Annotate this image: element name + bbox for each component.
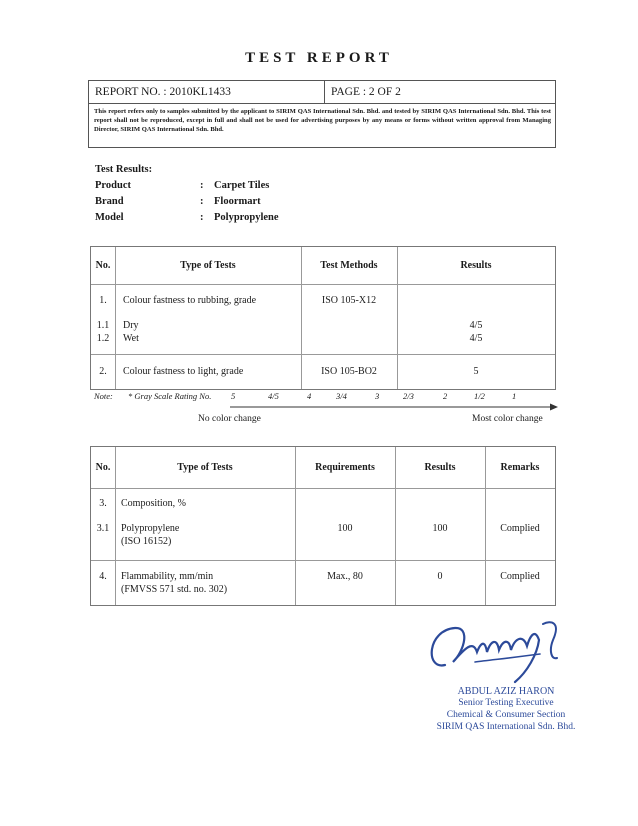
table-row-type: Dry xyxy=(123,320,139,331)
signatory-org: SIRIM QAS International Sdn. Bhd. xyxy=(436,722,576,732)
report-disclaimer: This report refers only to samples submitted by the applicant to SIRIM QAS International Sdn. Bhd. and tested by SIRIM QAS International Sdn. Bhd. This test report shall not be reproduced, except in full and shall not be used for advertising purposes by any means or forms without written approval from Managing Director, SIRIM QAS International Sdn. Bhd. xyxy=(94,108,551,133)
t2-row-divider xyxy=(91,488,555,489)
most-change-caption: Most color change xyxy=(472,414,543,424)
report-header-row xyxy=(89,81,555,104)
table-row-no: 1.1 xyxy=(96,320,110,331)
table-row-no: 4. xyxy=(99,571,107,582)
grade-1: 1 xyxy=(512,391,517,401)
table-row-type: Flammability, mm/min xyxy=(121,571,214,582)
signatory-name: ABDUL AZIZ HARON xyxy=(457,686,555,697)
page-number: PAGE : 2 OF 2 xyxy=(331,86,401,98)
report-title: TEST REPORT xyxy=(245,50,393,66)
grade-4: 4 xyxy=(307,391,312,401)
table-row-result: 4/5 xyxy=(469,320,483,331)
table-row-result: 100 xyxy=(432,523,448,534)
gray-scale-label: * Gray Scale Rating No. xyxy=(128,391,212,401)
table-row-no: 1. xyxy=(99,295,107,306)
table-row-no: 3. xyxy=(99,498,107,509)
t2-header-no: No. xyxy=(95,462,111,473)
t2-header-requirements: Requirements xyxy=(315,462,375,473)
grade-1-2: 1/2 xyxy=(474,391,485,401)
report-number: REPORT NO. : 2010KL1433 xyxy=(95,86,231,98)
model-value: Polypropylene xyxy=(214,212,279,223)
t2-header-type: Type of Tests xyxy=(177,462,233,473)
table-row-method: ISO 105-BO2 xyxy=(321,366,377,377)
grade-3: 3 xyxy=(375,391,380,401)
table-row-no: 1.2 xyxy=(96,333,110,344)
t1-header-method: Test Methods xyxy=(320,260,378,271)
table-row-requirement: 100 xyxy=(337,523,353,534)
table-row-remark: Complied xyxy=(500,571,540,582)
brand-label: Brand xyxy=(95,196,124,207)
t1-header-results: Results xyxy=(460,260,492,271)
t1-row-divider xyxy=(91,284,555,285)
table-row-remark: Complied xyxy=(500,523,540,534)
report-header-box xyxy=(88,80,556,148)
product-value: Carpet Tiles xyxy=(214,180,270,191)
table-row-type: Composition, % xyxy=(121,498,187,509)
brand-colon: : xyxy=(200,196,204,207)
table-row-method: ISO 105-X12 xyxy=(321,295,377,306)
composition-flammability-table xyxy=(90,446,556,606)
t1-row-divider xyxy=(91,354,555,355)
colour-fastness-table xyxy=(90,246,556,390)
grade-5: 5 xyxy=(231,391,236,401)
scale-arrow-icon xyxy=(228,402,560,412)
grade-3-4: 3/4 xyxy=(336,391,347,401)
table-row-result: 0 xyxy=(437,571,443,582)
brand-value: Floormart xyxy=(214,196,261,207)
signatory-section: Chemical & Consumer Section xyxy=(446,710,566,720)
grade-4-5: 4/5 xyxy=(268,391,279,401)
product-colon: : xyxy=(200,180,204,191)
table-row-no: 3.1 xyxy=(96,523,110,534)
results-heading: Test Results: xyxy=(95,164,153,175)
table-row-result: 5 xyxy=(473,366,479,377)
signature-image xyxy=(415,610,575,690)
table-row-type: Wet xyxy=(123,333,139,344)
header-divider xyxy=(324,81,325,103)
model-label: Model xyxy=(95,212,124,223)
t2-header-results: Results xyxy=(424,462,456,473)
table-row-type: Colour fastness to light, grade xyxy=(123,366,244,377)
product-label: Product xyxy=(95,180,131,191)
table-row-requirement: Max., 80 xyxy=(327,571,363,582)
t2-row-divider xyxy=(91,560,555,561)
table-row-no: 2. xyxy=(99,366,107,377)
model-colon: : xyxy=(200,212,204,223)
table-row-standard: (ISO 16152) xyxy=(121,536,172,547)
table-row-standard: (FMVSS 571 std. no. 302) xyxy=(121,584,228,595)
t1-header-no: No. xyxy=(95,260,111,271)
note-label: Note: xyxy=(94,391,113,401)
grade-2-3: 2/3 xyxy=(403,391,414,401)
table-row-type: Colour fastness to rubbing, grade xyxy=(123,295,257,306)
grade-2: 2 xyxy=(443,391,448,401)
t2-header-remarks: Remarks xyxy=(500,462,540,473)
no-change-caption: No color change xyxy=(198,414,261,424)
table-row-result: 4/5 xyxy=(469,333,483,344)
t1-header-type: Type of Tests xyxy=(180,260,236,271)
signatory-title: Senior Testing Executive xyxy=(458,698,554,708)
table-row-type: Polypropylene xyxy=(121,523,180,534)
